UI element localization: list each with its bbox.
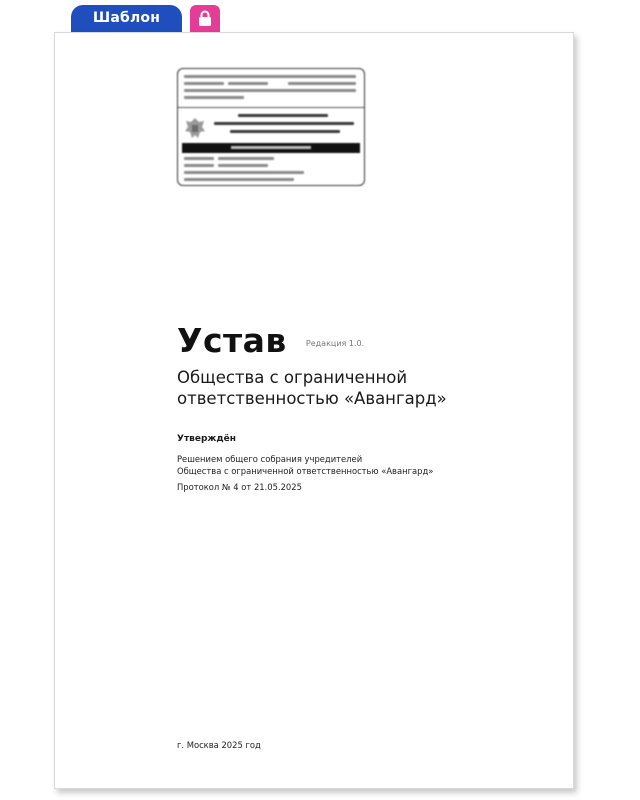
decision-line-2: Общества с ограниченной ответственностью «Авангард»	[177, 466, 434, 476]
document-page	[54, 32, 574, 789]
approved-label: Утверждён	[177, 434, 236, 444]
title-block	[177, 321, 364, 360]
approval-decision	[177, 453, 497, 477]
city-year: г. Москва 2025 год	[177, 740, 261, 750]
protocol-text: Протокол № 4 от 21.05.2025	[177, 482, 302, 492]
document-subtitle: Общества с ограниченной ответственностью «Авангард»	[177, 368, 447, 408]
decision-line-1: Решением общего собрания учредителей	[177, 454, 363, 464]
lock-icon	[198, 10, 212, 27]
lock-button[interactable]	[190, 5, 220, 32]
template-tab[interactable]: Шаблон	[71, 5, 182, 32]
emblem-icon	[184, 116, 206, 140]
edition-label: Редакция 1.0.	[305, 339, 365, 348]
document-title: Устав	[177, 321, 287, 360]
certificate-bar	[182, 143, 360, 153]
signature-stamp	[177, 68, 365, 186]
